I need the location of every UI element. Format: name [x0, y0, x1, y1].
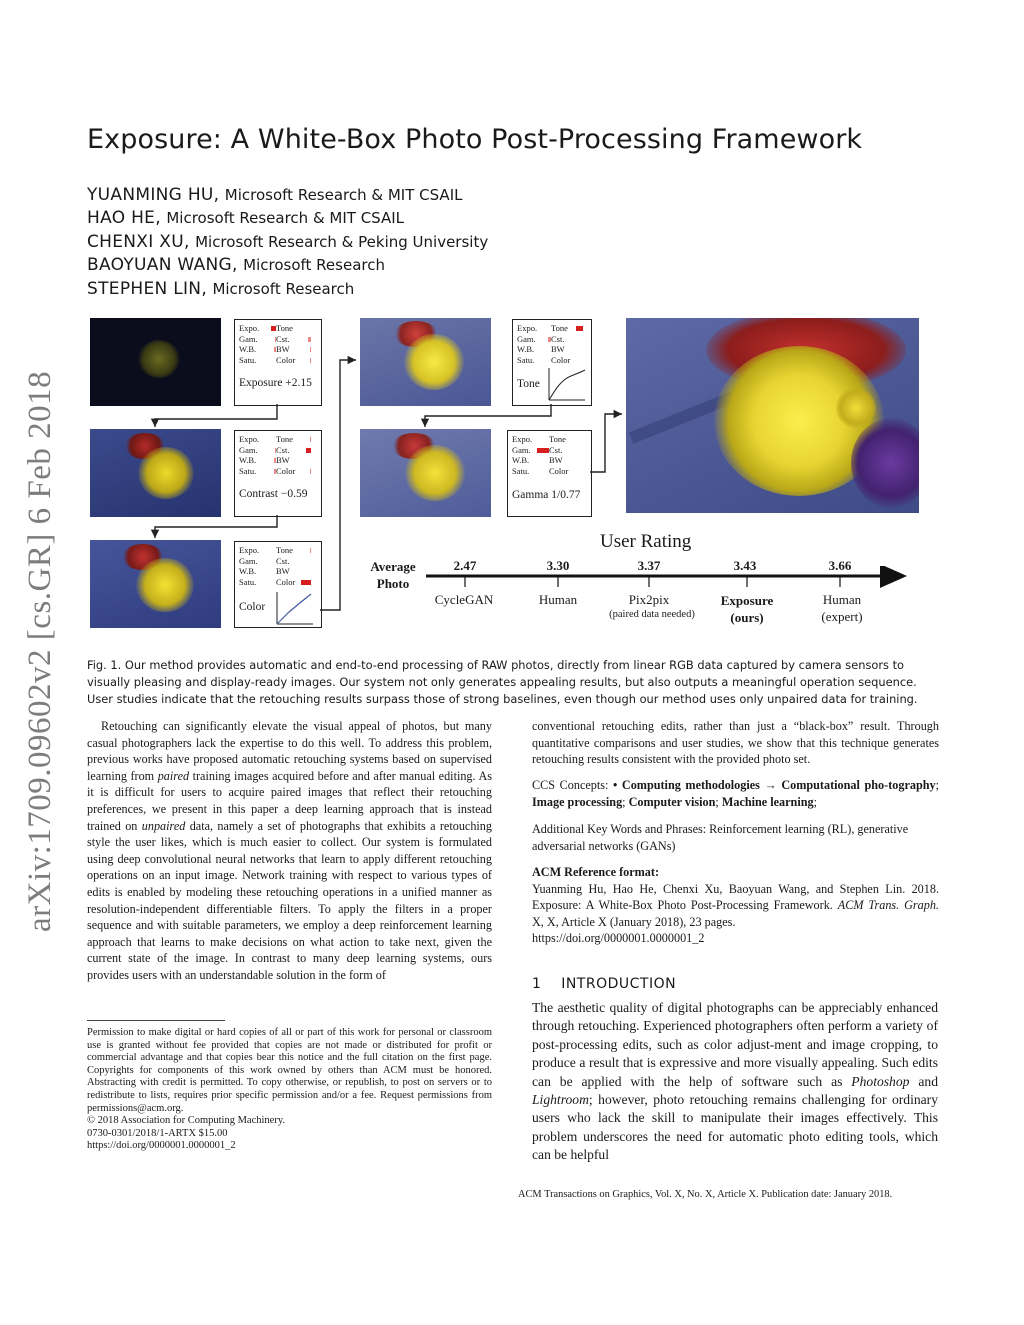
author-affiliation: Microsoft Research & MIT CSAIL: [224, 186, 463, 204]
keywords: Additional Key Words and Phrases: Reinforcement learning (RL), generative adversarial networks (GANs): [532, 822, 909, 853]
op-key: Expo.: [239, 434, 260, 444]
op-key: Tone: [276, 323, 293, 333]
op-key: Color: [276, 354, 296, 365]
ccs-concept: Image processing: [532, 794, 623, 809]
op-key: BW: [276, 455, 290, 466]
intro-text: The aesthetic quality of digital photographs can be appreciably enhanced through retouching. Experienced photographers often perform a variety of post-processing edits, such as color adjust-ment and image cropping, to produce a result that is expressive and more visually appealing. Such edits can be applied with the help of software such as: [532, 1000, 938, 1089]
op-key: Expo.: [517, 323, 538, 333]
op-key: Tone: [549, 434, 566, 444]
op-key: BW: [276, 566, 290, 577]
op-key: Color: [276, 465, 296, 476]
issn-line: 0730-0301/2018/1-ARTX $15.00: [87, 1127, 228, 1139]
acm-reference-text: X, X, Article X (January 2018), 23 pages.: [532, 914, 736, 929]
author-affiliation: Microsoft Research: [212, 280, 355, 298]
ccs-concept: Machine learning: [721, 794, 814, 809]
op-key: Gam.: [512, 444, 531, 455]
author-name: YUANMING HU,: [87, 185, 220, 205]
op-key: Gam.: [239, 333, 258, 344]
op-key: W.B.: [239, 455, 257, 466]
ccs-concepts: CCS Concepts: • Computing methodologies → Computational pho-tography; Image processing; Computer vision; Machine learning;: [532, 778, 939, 809]
op-key: Gam.: [239, 444, 258, 455]
section-heading-introduction: 1 INTRODUCTION: [532, 976, 677, 992]
author-name: CHENXI XU,: [87, 232, 190, 252]
op-key: Cst.: [276, 333, 290, 344]
op-key: Cst.: [276, 555, 290, 566]
acm-reference-heading: ACM Reference format:: [532, 865, 659, 879]
op-key: Satu.: [512, 465, 530, 476]
rating-method-note: (paired data needed): [609, 609, 695, 620]
abstract-emphasis: paired: [157, 768, 190, 783]
abstract-continuation: conventional retouching edits, rather than just a “black-box” result. Through quantitative comparisons and user studies, we show that this technique generates retouching results consistent with the provided photo set.: [532, 719, 939, 767]
author-name: STEPHEN LIN,: [87, 279, 208, 299]
rating-axis-label-line: Average: [370, 559, 416, 574]
op-key: Tone: [276, 545, 293, 555]
rating-title: User Rating: [600, 531, 692, 552]
figure-1: [0, 0, 1024, 640]
permission-text: Permission to make digital or hard copies of all or part of this work for personal or classroom use is granted without fee provided that copies are not made or distributed for profit or commercial advantage and that copies bear this notice and the full citation on the first page. Copyrights for components of this work owned by others than ACM must be honored. Abstracting with credit is permitted. To copy otherwise, or republish, to post on servers or to redistribute to lists, requires prior specific permission and/or a fee. Request permissions from permissions@acm.org.: [87, 1027, 492, 1114]
footnote-rule: [87, 1020, 225, 1021]
ccs-concept: • Computing methodologies → Computational pho-tography: [613, 778, 936, 792]
rating-method-note: (ours): [730, 610, 764, 625]
op-key: BW: [549, 455, 563, 466]
abstract-text: Retouching can significantly elevate the visual appeal of photos, but many casual photographers lack the expertise to do this well. To address this problem, previous works have proposed automatic retouching systems based on supervised learning from: [87, 719, 492, 783]
figure-caption: Fig. 1. Our method provides automatic and end-to-end processing of RAW photos, directly from linear RGB data captured by camera sensors to visually pleasing and display-ready images. Our system not only generates appealing results, but also outputs a meaningful operation sequence. User studies indicate that the retouching results surpass those of strong baselines, even though our method uses only unpaired data for training.: [87, 658, 918, 706]
operation-label: Color: [239, 601, 266, 613]
op-key: Expo.: [239, 545, 260, 555]
operation-label: Contrast −0.59: [239, 488, 308, 500]
op-key: Expo.: [239, 323, 260, 333]
arxiv-stamp: arXiv:1709.09602v2 [cs.GR] 6 Feb 2018: [22, 370, 58, 932]
operation-label: Tone: [517, 378, 540, 390]
author-name: HAO HE,: [87, 208, 161, 228]
ccs-concept: Computer vision: [628, 794, 716, 809]
rating-method: Pix2pix: [628, 592, 670, 607]
op-key: Satu.: [517, 354, 535, 365]
op-key: W.B.: [517, 344, 535, 355]
rating-method: Human: [822, 592, 862, 607]
abstract-text: data, namely a set of photographs that exhibits a retouching style the user likes, which is much easier to collect. Our system is formulated using deep convolutional neural networks that learn to apply different retouching operations on an input image. Network training with respect to various types of edits is enabled by modeling these retouching operations in a unified manner as resolution-independent differentiable filters. To apply the filters in a proper sequence and with suitable parameters, we employ a deep reinforcement learning approach that learns to make decisions on what action to take next, given the current state of the image. In contrast to many deep learning systems, ours provides users with an understandable solution in the form of: [87, 818, 492, 982]
author-affiliation: Microsoft Research: [243, 256, 385, 274]
ccs-lead: CCS Concepts:: [532, 778, 614, 792]
op-key: W.B.: [239, 344, 257, 355]
op-key: Satu.: [239, 354, 257, 365]
intro-emphasis: Photoshop: [851, 1073, 910, 1089]
op-key: Satu.: [239, 576, 257, 587]
op-key: BW: [276, 344, 290, 355]
abstract-paragraph: [87, 718, 492, 984]
flow-arrows: [0, 0, 1024, 640]
rating-method: Exposure: [720, 593, 774, 608]
rating-value: 3.37: [637, 558, 661, 573]
copyright-line: © 2018 Association for Computing Machinery.: [87, 1115, 286, 1127]
abstract-emphasis: unpaired: [141, 818, 186, 833]
intro-text: ; however, photo retouching remains challenging for ordinary users who lack the skill to manipulate their images effectively. This problem underscores the need for automatic photo editing tools, which can be helpful: [532, 1092, 938, 1163]
op-key: Cst.: [549, 444, 563, 455]
acm-reference-journal: ACM Trans. Graph.: [837, 898, 939, 913]
page-footer: ACM Transactions on Graphics, Vol. X, No. X, Article X. Publication date: January 2018.: [518, 1189, 893, 1200]
abstract-text: training images acquired before and after manual editing. As it is difficult for users to acquire paired images that reflect their retouching preferences, we present in this paper a deep learning approach that is instead trained on: [87, 768, 492, 833]
operation-label: Exposure +2.15: [239, 377, 312, 389]
rating-value: 2.47: [453, 558, 477, 573]
op-key: Color: [276, 576, 296, 587]
op-key: W.B.: [512, 455, 530, 466]
op-key: Satu.: [239, 465, 257, 476]
op-key: W.B.: [239, 566, 257, 577]
rating-method-note: (expert): [821, 609, 863, 624]
rating-axis-label: [366, 558, 420, 592]
rating-value: 3.66: [828, 558, 852, 573]
doi-line: https://doi.org/0000001.0000001_2: [87, 1140, 236, 1152]
introduction-paragraph: [532, 999, 938, 1165]
acm-reference-text: Yuanming Hu, Hao He, Chenxi Xu, Baoyuan Wang, and Stephen Lin. 2018. Exposure: A White-Box Photo Post-Processing Framework.: [532, 881, 939, 913]
intro-text: and: [909, 1073, 938, 1089]
op-key: BW: [551, 344, 565, 355]
acm-reference-doi: https://doi.org/0000001.0000001_2: [532, 931, 705, 946]
rating-method: Human: [538, 592, 578, 607]
acm-reference: [532, 864, 939, 947]
rating-value: 3.43: [733, 558, 757, 573]
op-key: Color: [551, 354, 571, 365]
op-key: Gam.: [517, 333, 536, 344]
intro-emphasis: Lightroom: [532, 1092, 589, 1108]
rating-method: CycleGAN: [434, 592, 494, 607]
permission-block: [87, 1027, 492, 1153]
author-affiliation: Microsoft Research & Peking University: [195, 233, 489, 251]
op-key: Color: [549, 465, 569, 476]
author-name: BAOYUAN WANG,: [87, 255, 238, 275]
op-key: Expo.: [512, 434, 533, 444]
author-affiliation: Microsoft Research & MIT CSAIL: [166, 209, 405, 227]
op-key: Tone: [276, 434, 293, 444]
paper-title: Exposure: A White-Box Photo Post-Processing Framework: [87, 124, 863, 155]
op-key: Cst.: [551, 333, 565, 344]
operation-label: Gamma 1/0.77: [512, 489, 581, 501]
op-key: Cst.: [276, 444, 290, 455]
op-key: Gam.: [239, 555, 258, 566]
op-key: Tone: [551, 323, 568, 333]
rating-value: 3.30: [546, 558, 570, 573]
rating-axis-label-line: Photo: [376, 576, 410, 591]
